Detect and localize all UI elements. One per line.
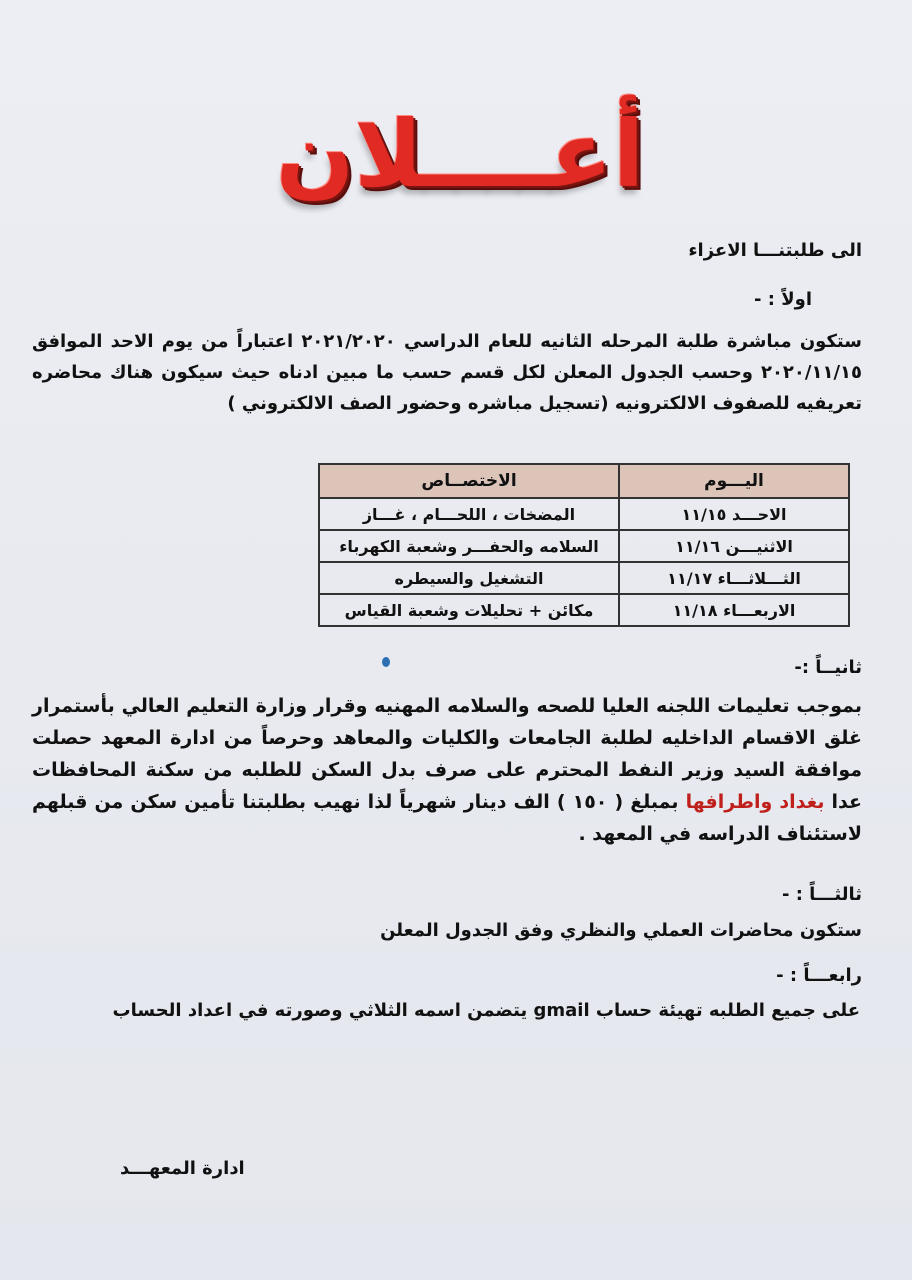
table-row bbox=[319, 562, 849, 594]
section3-heading: ثالثـــاً : - bbox=[781, 884, 862, 905]
ink-dot bbox=[382, 657, 390, 667]
table-row bbox=[319, 498, 849, 530]
section1-heading: اولاً : - bbox=[754, 289, 812, 310]
greeting: الى طلبتنـــا الاعزاء bbox=[688, 240, 862, 261]
row-day: الاثنيـــن ١١/١٦ bbox=[619, 530, 849, 562]
row-day: الاربعـــاء ١١/١٨ bbox=[619, 594, 849, 626]
section1-body: ستكون مباشرة طلبة المرحله الثانيه للعام الدراسي ٢٠٢١/٢٠٢٠ اعتباراً من يوم الاحد الموافق ٢٠٢٠/١١/١٥ وحسب الجدول المعلن لكل قسم حسب ما مبين ادناه حيث سيكون هناك محاضره تعريفيه للصفوف الالكترونيه (تسجيل مباشره وحضور الصف الالكتروني ) bbox=[32, 331, 862, 414]
section2-text-before: بموجب تعليمات اللجنه العليا للصحه والسلامه المهنيه وقرار وزارة التعليم العالي بأستمرار غلق الاقسام الداخليه لطلبة الجامعات والكليات والمعاهد وحرصاً من ادارة المعهد حصلت موافقة السيد وزير النفط المحترم على صرف بدل السكن للطلبه من سكنة المحافظات عدا bbox=[32, 695, 862, 813]
section2-heading: ثانيــاً :- bbox=[794, 657, 862, 678]
row-specialty: مكائن + تحليلات وشعبة القياس bbox=[319, 594, 619, 626]
table-row bbox=[319, 594, 849, 626]
row-specialty: المضخات ، اللحـــام ، غـــاز bbox=[319, 498, 619, 530]
header-specialty: الاختصــاص bbox=[319, 464, 619, 498]
announcement-title: أعــــلان bbox=[275, 101, 645, 208]
row-day: الاحـــد ١١/١٥ bbox=[619, 498, 849, 530]
row-day: الثـــلاثـــاء ١١/١٧ bbox=[619, 562, 849, 594]
section2-text-after: بمبلغ ( ١٥٠ ) الف دينار شهرياً لذا نهيب بطلبتنا تأمين سكن من قبلهم لاستئناف الدراسه في المعهد . bbox=[32, 791, 862, 845]
section4-body: على جميع الطلبه تهيئة حساب gmail يتضمن اسمه الثلاثي وصورته في اعداد الحساب bbox=[112, 1000, 860, 1021]
section2-highlight: بغداد واطرافها bbox=[685, 791, 825, 813]
signature: ادارة المعهـــد bbox=[120, 1158, 245, 1179]
table-row bbox=[319, 530, 849, 562]
section3-body: ستكون محاضرات العملي والنظري وفق الجدول المعلن bbox=[380, 920, 862, 941]
row-specialty: التشغيل والسيطره bbox=[319, 562, 619, 594]
schedule-header-row bbox=[319, 464, 849, 498]
section2-body bbox=[32, 690, 862, 850]
header-day: اليـــوم bbox=[619, 464, 849, 498]
row-specialty: السلامه والحفـــر وشعبة الكهرباء bbox=[319, 530, 619, 562]
section4-heading: رابعـــاً : - bbox=[776, 965, 862, 986]
schedule-table bbox=[318, 463, 850, 627]
